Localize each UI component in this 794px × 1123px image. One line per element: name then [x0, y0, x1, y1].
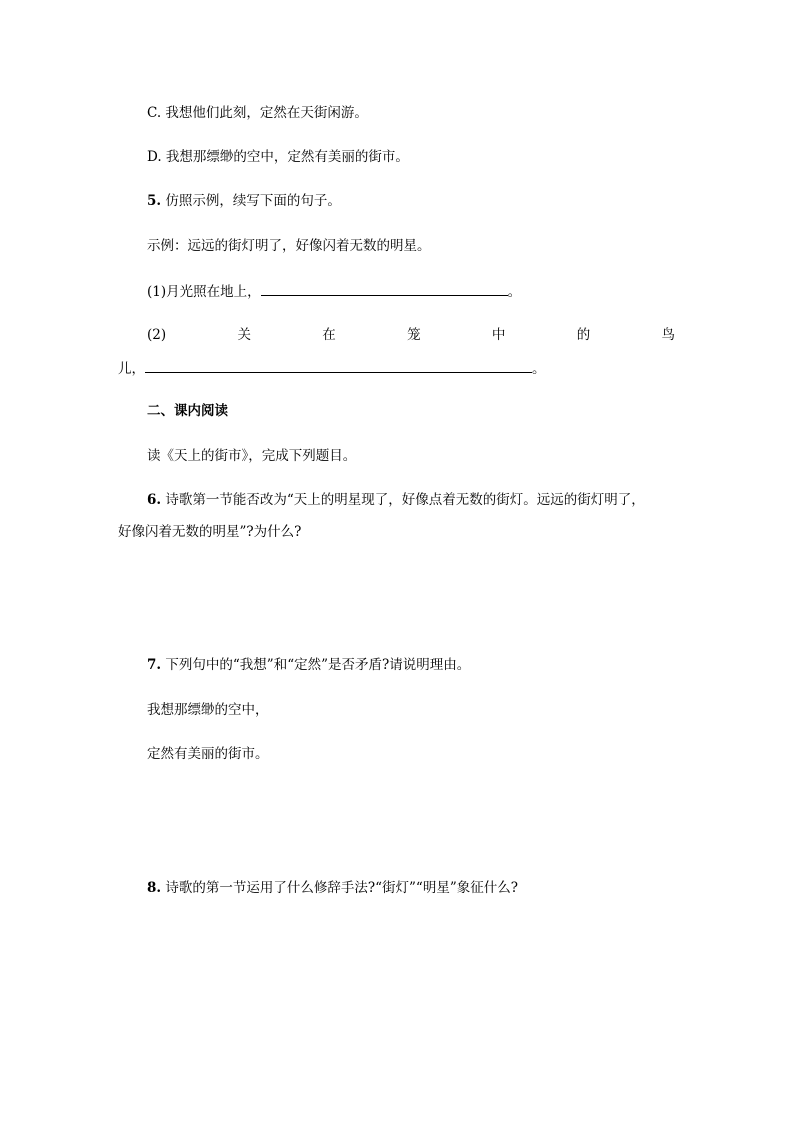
question-7 [147, 655, 470, 675]
question-5-item-2-line-1 [147, 325, 675, 345]
question-5 [147, 191, 341, 211]
option-d: D. 我想那缥缈的空中，定然有美丽的街市。 [147, 149, 409, 165]
question-7-text: 下列句中的“我想”和“定然”是否矛盾?请说明理由。 [161, 657, 471, 673]
question-5-text: 仿照示例，续写下面的句子。 [161, 193, 341, 209]
item-2-char: 关 [237, 327, 251, 343]
answer-blank-2 [145, 358, 532, 373]
option-c: C. 我想他们此刻，定然在天街闲游。 [147, 105, 368, 121]
question-8-number: 8. [147, 880, 162, 896]
item-2-suffix: 。 [532, 361, 546, 377]
question-5-example: 示例：远远的街灯明了，好像闪着无数的明星。 [147, 238, 431, 254]
question-5-item-2-line-2 [118, 358, 546, 379]
item-2-char: 在 [322, 327, 336, 343]
item-2-prefix: 儿， [118, 361, 145, 377]
poem-verse-1: 我想那缥缈的空中， [147, 702, 269, 718]
item-2-char: 中 [491, 327, 506, 343]
answer-blank-1 [261, 281, 508, 296]
section-instruction: 读《天上的街市》，完成下列题目。 [147, 448, 357, 464]
question-7-number: 7. [147, 657, 162, 673]
question-8 [147, 878, 518, 898]
poem-verse-2: 定然有美丽的街市。 [147, 746, 269, 762]
section-heading: 二、课内阅读 [147, 403, 228, 419]
item-2-char: 鸟 [661, 327, 675, 343]
question-6-line-2: 好像闪着无数的明星”?为什么? [118, 524, 302, 540]
question-6-line-1 [147, 490, 645, 510]
question-5-item-1 [147, 281, 521, 302]
item-1-suffix: 。 [507, 284, 522, 300]
question-6-text: 诗歌第一节能否改为“天上的明星现了，好像点着无数的街灯。远远的街灯明了， [161, 492, 645, 508]
item-2-char: 的 [576, 327, 591, 343]
question-8-text: 诗歌的第一节运用了什么修辞手法?“街灯”“明星”象征什么? [161, 880, 518, 896]
item-1-prefix: (1)月光照在地上， [147, 284, 261, 300]
item-2-char: (2) [147, 327, 167, 343]
question-5-number: 5. [147, 193, 162, 209]
item-2-char: 笼 [407, 327, 421, 343]
question-6-number: 6. [147, 492, 162, 508]
